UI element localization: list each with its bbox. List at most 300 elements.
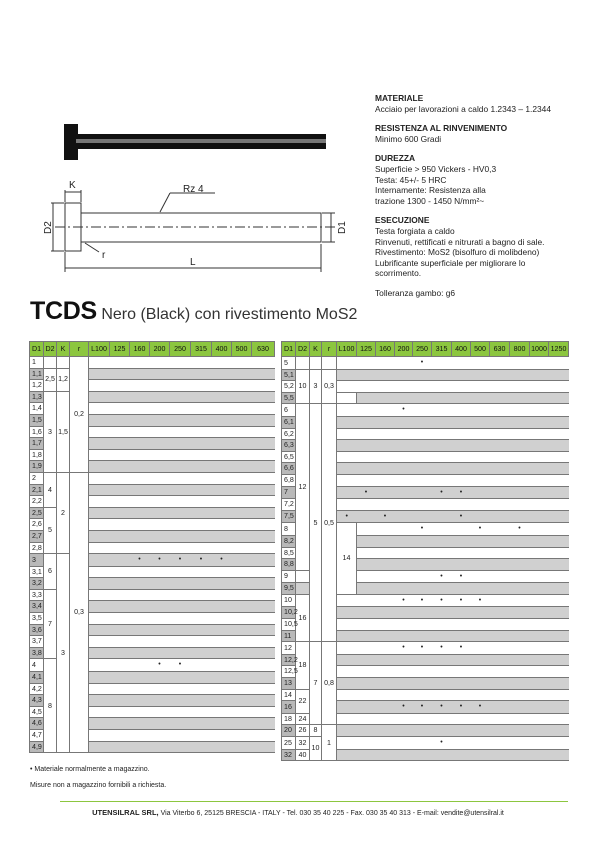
length-cell bbox=[510, 666, 530, 678]
d2-cell: 16 bbox=[296, 594, 310, 641]
k-cell: 1,5 bbox=[57, 391, 70, 472]
length-cell bbox=[471, 630, 490, 642]
length-cell bbox=[252, 601, 275, 613]
length-cell bbox=[432, 523, 452, 536]
d1-cell: 3,1 bbox=[30, 566, 44, 578]
stock-dot: • bbox=[402, 406, 405, 414]
length-cell bbox=[413, 369, 432, 381]
k-cell: 3 bbox=[310, 369, 322, 404]
length-cell bbox=[170, 380, 191, 392]
d1-cell: 13 bbox=[282, 678, 296, 690]
length-cell bbox=[471, 570, 490, 583]
length-cell bbox=[413, 583, 432, 595]
length-cell bbox=[232, 403, 252, 415]
length-cell bbox=[395, 678, 413, 690]
length-cell bbox=[150, 472, 170, 484]
length-cell bbox=[337, 630, 357, 642]
d1-cell: 12 bbox=[282, 642, 296, 655]
length-cell bbox=[89, 403, 110, 415]
column-header: 315 bbox=[432, 342, 452, 357]
length-cell bbox=[212, 659, 232, 672]
length-cell bbox=[452, 607, 471, 619]
length-cell bbox=[252, 741, 275, 753]
spec-section bbox=[375, 288, 585, 299]
d1-cell: 1,3 bbox=[30, 391, 44, 403]
table-row bbox=[30, 368, 275, 380]
length-cell bbox=[232, 695, 252, 707]
length-cell bbox=[432, 570, 452, 583]
table-row bbox=[30, 391, 275, 403]
footer bbox=[0, 808, 596, 817]
d1-cell: 7,5 bbox=[282, 510, 296, 523]
custom-note: Misure non a magazzino fornibili a richiesta. bbox=[30, 782, 167, 789]
length-cell bbox=[395, 713, 413, 725]
length-cell bbox=[110, 672, 130, 684]
spec-line: Tolleranza gambo: g6 bbox=[375, 287, 456, 298]
length-cell bbox=[170, 566, 191, 578]
length-cell bbox=[150, 589, 170, 601]
length-cell bbox=[337, 381, 357, 393]
k-cell: 7 bbox=[310, 642, 322, 725]
length-cell bbox=[150, 718, 170, 730]
d1-cell: 4,6 bbox=[30, 718, 44, 730]
product-subtitle: Nero (Black) con rivestimento MoS2 bbox=[101, 306, 358, 323]
length-cell bbox=[395, 499, 413, 511]
d2-cell: 3 bbox=[44, 391, 57, 472]
length-cell bbox=[89, 554, 110, 567]
length-cell bbox=[130, 519, 150, 531]
length-cell bbox=[89, 647, 110, 659]
length-cell bbox=[232, 706, 252, 718]
length-cell bbox=[530, 523, 549, 536]
length-cell bbox=[89, 414, 110, 426]
d1-cell: 6,5 bbox=[282, 451, 296, 463]
length-cell bbox=[252, 519, 275, 531]
d1-cell: 1,5 bbox=[30, 414, 44, 426]
length-cell bbox=[490, 725, 510, 737]
length-cell bbox=[510, 678, 530, 690]
length-cell bbox=[452, 369, 471, 381]
length-cell bbox=[191, 391, 212, 403]
spec-heading: RESISTENZA AL RINVENIMENTO bbox=[375, 123, 508, 134]
length-cell bbox=[452, 463, 471, 475]
length-cell bbox=[130, 391, 150, 403]
length-cell bbox=[232, 519, 252, 531]
length-cell bbox=[395, 607, 413, 619]
d2-cell bbox=[296, 357, 310, 370]
length-cell bbox=[252, 647, 275, 659]
stock-dot: • bbox=[440, 596, 443, 604]
length-cell bbox=[395, 594, 413, 607]
length-cell bbox=[110, 613, 130, 625]
length-cell bbox=[432, 630, 452, 642]
length-cell bbox=[376, 440, 395, 452]
length-cell bbox=[191, 578, 212, 590]
length-cell bbox=[252, 472, 275, 484]
length-cell bbox=[510, 440, 530, 452]
length-cell bbox=[549, 499, 569, 511]
d2-cell: 4 bbox=[44, 472, 57, 507]
d2-cell: 22 bbox=[296, 689, 310, 713]
length-cell bbox=[252, 403, 275, 415]
length-cell bbox=[376, 451, 395, 463]
length-cell bbox=[530, 486, 549, 499]
length-cell bbox=[452, 381, 471, 393]
length-cell bbox=[357, 416, 376, 428]
length-cell bbox=[395, 357, 413, 370]
length-cell bbox=[337, 463, 357, 475]
length-cell bbox=[337, 510, 357, 523]
length-cell bbox=[471, 535, 490, 547]
length-cell bbox=[170, 647, 191, 659]
length-cell bbox=[252, 391, 275, 403]
length-cell bbox=[490, 510, 510, 523]
length-cell bbox=[376, 689, 395, 701]
length-cell bbox=[89, 695, 110, 707]
length-cell bbox=[549, 428, 569, 440]
spec-section bbox=[375, 123, 585, 144]
length-cell bbox=[549, 666, 569, 678]
length-cell bbox=[232, 624, 252, 636]
length-cell bbox=[170, 741, 191, 753]
length-cell bbox=[357, 689, 376, 701]
length-cell bbox=[357, 499, 376, 511]
length-cell bbox=[376, 713, 395, 725]
d2-cell: 32 bbox=[296, 737, 310, 750]
length-cell bbox=[337, 737, 357, 750]
stock-dot: • bbox=[420, 359, 424, 366]
length-cell bbox=[530, 474, 549, 486]
length-cell bbox=[357, 654, 376, 666]
length-cell bbox=[510, 725, 530, 737]
length-cell bbox=[376, 523, 395, 536]
length-cell bbox=[549, 474, 569, 486]
length-cell bbox=[150, 659, 170, 672]
length-cell bbox=[232, 741, 252, 753]
length-cell bbox=[110, 566, 130, 578]
stock-note: • Materiale normalmente a magazzino. bbox=[30, 766, 150, 773]
length-cell bbox=[110, 403, 130, 415]
d1-cell: 4,9 bbox=[30, 741, 44, 753]
length-cell bbox=[170, 718, 191, 730]
column-header: D2 bbox=[44, 342, 57, 357]
length-cell bbox=[357, 594, 376, 607]
length-cell bbox=[432, 678, 452, 690]
length-cell bbox=[170, 624, 191, 636]
length-cell bbox=[357, 474, 376, 486]
length-cell bbox=[357, 547, 376, 559]
d1-cell: 6,3 bbox=[282, 440, 296, 452]
column-header: r bbox=[70, 342, 89, 357]
length-cell bbox=[549, 559, 569, 571]
length-cell bbox=[252, 589, 275, 601]
spec-heading: MATERIALE bbox=[375, 93, 424, 103]
length-cell bbox=[170, 530, 191, 542]
length-cell bbox=[510, 510, 530, 523]
length-cell bbox=[549, 570, 569, 583]
length-cell bbox=[413, 749, 432, 761]
length-cell bbox=[212, 672, 232, 684]
length-cell bbox=[212, 695, 232, 707]
d2-cell: 26 bbox=[296, 725, 310, 737]
length-cell bbox=[471, 666, 490, 678]
length-cell bbox=[395, 559, 413, 571]
length-cell bbox=[490, 749, 510, 761]
length-cell bbox=[490, 713, 510, 725]
length-cell bbox=[357, 535, 376, 547]
length-cell bbox=[395, 583, 413, 595]
length-cell bbox=[376, 381, 395, 393]
length-cell bbox=[170, 683, 191, 695]
length-cell bbox=[191, 357, 212, 369]
length-cell bbox=[530, 749, 549, 761]
length-cell bbox=[530, 619, 549, 631]
d2-cell: 2,5 bbox=[44, 368, 57, 391]
length-cell bbox=[130, 542, 150, 554]
length-cell bbox=[357, 357, 376, 370]
d2-cell: 7 bbox=[44, 589, 57, 659]
d2-cell bbox=[337, 392, 357, 404]
d1-cell: 6,8 bbox=[282, 474, 296, 486]
length-cell bbox=[432, 416, 452, 428]
length-cell bbox=[376, 486, 395, 499]
length-cell bbox=[170, 496, 191, 508]
length-cell bbox=[357, 451, 376, 463]
length-cell bbox=[170, 461, 191, 473]
d1-cell: 12,2 bbox=[282, 654, 296, 666]
table-row bbox=[282, 369, 569, 381]
length-cell bbox=[170, 613, 191, 625]
length-cell bbox=[530, 357, 549, 370]
length-cell bbox=[212, 507, 232, 519]
length-cell bbox=[413, 725, 432, 737]
length-cell bbox=[452, 642, 471, 655]
length-cell bbox=[549, 737, 569, 750]
table-row bbox=[30, 357, 275, 369]
d1-cell: 14 bbox=[282, 689, 296, 701]
length-cell bbox=[110, 542, 130, 554]
stock-dot: • bbox=[459, 512, 463, 520]
length-cell bbox=[549, 594, 569, 607]
length-cell bbox=[413, 474, 432, 486]
length-cell bbox=[490, 737, 510, 750]
length-cell bbox=[191, 636, 212, 648]
d1-cell: 6,6 bbox=[282, 463, 296, 475]
length-cell bbox=[549, 654, 569, 666]
length-cell bbox=[510, 689, 530, 701]
length-cell bbox=[130, 554, 150, 567]
length-cell bbox=[130, 414, 150, 426]
length-cell bbox=[357, 381, 376, 393]
length-cell bbox=[490, 416, 510, 428]
length-cell bbox=[376, 594, 395, 607]
length-cell bbox=[212, 449, 232, 461]
length-cell bbox=[191, 695, 212, 707]
length-cell bbox=[252, 566, 275, 578]
length-cell bbox=[413, 357, 432, 370]
length-cell bbox=[510, 713, 530, 725]
length-cell bbox=[89, 589, 110, 601]
length-cell bbox=[510, 570, 530, 583]
length-cell bbox=[252, 461, 275, 473]
pin-photo bbox=[60, 118, 330, 164]
length-cell bbox=[252, 530, 275, 542]
length-cell bbox=[357, 440, 376, 452]
length-cell bbox=[432, 559, 452, 571]
d2-cell: 18 bbox=[296, 642, 310, 689]
length-cell bbox=[452, 689, 471, 701]
length-cell bbox=[150, 461, 170, 473]
length-cell bbox=[471, 369, 490, 381]
length-cell bbox=[212, 554, 232, 567]
length-cell bbox=[252, 695, 275, 707]
length-cell bbox=[252, 357, 275, 369]
length-cell bbox=[510, 654, 530, 666]
length-cell bbox=[490, 619, 510, 631]
spec-line: scorrimento. bbox=[375, 268, 422, 279]
spec-line: Testa: 45+/- 5 HRC bbox=[375, 174, 447, 185]
table-row bbox=[282, 642, 569, 655]
length-cell bbox=[490, 642, 510, 655]
length-cell bbox=[232, 472, 252, 484]
length-cell bbox=[357, 463, 376, 475]
length-cell bbox=[549, 642, 569, 655]
length-cell bbox=[530, 678, 549, 690]
length-cell bbox=[110, 683, 130, 695]
length-cell bbox=[452, 583, 471, 595]
length-cell bbox=[89, 542, 110, 554]
specifications bbox=[375, 93, 585, 308]
length-cell bbox=[510, 369, 530, 381]
length-cell bbox=[130, 695, 150, 707]
length-cell bbox=[432, 440, 452, 452]
length-cell bbox=[510, 630, 530, 642]
length-cell bbox=[510, 619, 530, 631]
stock-dot: • bbox=[440, 703, 443, 711]
length-cell bbox=[471, 428, 490, 440]
length-cell bbox=[530, 535, 549, 547]
length-cell bbox=[252, 672, 275, 684]
length-cell bbox=[357, 559, 376, 571]
length-cell bbox=[191, 672, 212, 684]
length-cell bbox=[530, 404, 549, 417]
length-cell bbox=[232, 578, 252, 590]
length-cell bbox=[471, 499, 490, 511]
length-cell bbox=[232, 449, 252, 461]
table-row bbox=[282, 404, 569, 417]
length-cell bbox=[413, 510, 432, 523]
stock-dot: • bbox=[459, 572, 463, 580]
length-cell bbox=[110, 554, 130, 567]
length-cell bbox=[395, 689, 413, 701]
length-cell bbox=[89, 472, 110, 484]
length-cell bbox=[432, 666, 452, 678]
length-cell bbox=[170, 507, 191, 519]
stock-dot: • bbox=[478, 596, 482, 604]
length-cell bbox=[170, 589, 191, 601]
length-cell bbox=[490, 428, 510, 440]
length-cell bbox=[89, 507, 110, 519]
length-cell bbox=[413, 381, 432, 393]
d1-cell: 12,5 bbox=[282, 666, 296, 678]
column-header: L100 bbox=[89, 342, 110, 357]
r-cell: 0,2 bbox=[70, 357, 89, 473]
length-cell bbox=[232, 380, 252, 392]
length-cell bbox=[471, 463, 490, 475]
length-cell bbox=[357, 749, 376, 761]
length-cell bbox=[395, 547, 413, 559]
table-row bbox=[282, 357, 569, 370]
l-label: L bbox=[190, 257, 196, 268]
d1-cell: 5,2 bbox=[282, 381, 296, 393]
length-cell bbox=[232, 414, 252, 426]
k-cell bbox=[57, 357, 70, 369]
length-cell bbox=[232, 368, 252, 380]
length-cell bbox=[432, 357, 452, 370]
length-cell bbox=[110, 496, 130, 508]
length-cell bbox=[452, 499, 471, 511]
length-cell bbox=[490, 486, 510, 499]
stock-dot: • bbox=[478, 703, 482, 711]
length-cell bbox=[212, 426, 232, 438]
length-cell bbox=[150, 672, 170, 684]
product-title bbox=[30, 297, 357, 326]
length-cell bbox=[413, 499, 432, 511]
d1-cell: 2,8 bbox=[30, 542, 44, 554]
length-cell bbox=[549, 440, 569, 452]
length-cell bbox=[432, 619, 452, 631]
length-cell bbox=[490, 404, 510, 417]
length-cell bbox=[212, 741, 232, 753]
length-cell bbox=[376, 369, 395, 381]
length-cell bbox=[432, 451, 452, 463]
length-cell bbox=[89, 368, 110, 380]
length-cell bbox=[432, 713, 452, 725]
length-cell bbox=[530, 559, 549, 571]
length-cell bbox=[296, 570, 310, 583]
length-cell bbox=[395, 486, 413, 499]
column-header: 200 bbox=[150, 342, 170, 357]
column-header: r bbox=[322, 342, 337, 357]
length-cell bbox=[89, 730, 110, 742]
stock-dot: • bbox=[478, 525, 482, 533]
length-cell bbox=[150, 624, 170, 636]
length-cell bbox=[471, 486, 490, 499]
length-cell bbox=[490, 369, 510, 381]
length-cell bbox=[432, 725, 452, 737]
length-cell bbox=[191, 718, 212, 730]
length-cell bbox=[452, 486, 471, 499]
d2-cell: 40 bbox=[296, 749, 310, 761]
stock-dot: • bbox=[420, 525, 424, 533]
length-cell bbox=[212, 496, 232, 508]
length-cell bbox=[549, 510, 569, 523]
length-cell bbox=[452, 678, 471, 690]
size-table-right bbox=[281, 341, 569, 761]
length-cell bbox=[212, 601, 232, 613]
length-cell bbox=[357, 701, 376, 714]
length-cell bbox=[170, 426, 191, 438]
length-cell bbox=[89, 613, 110, 625]
length-cell bbox=[130, 380, 150, 392]
length-cell bbox=[357, 737, 376, 750]
length-cell bbox=[376, 559, 395, 571]
length-cell bbox=[395, 428, 413, 440]
length-cell bbox=[376, 392, 395, 404]
length-cell bbox=[212, 613, 232, 625]
length-cell bbox=[89, 672, 110, 684]
length-cell bbox=[191, 554, 212, 567]
